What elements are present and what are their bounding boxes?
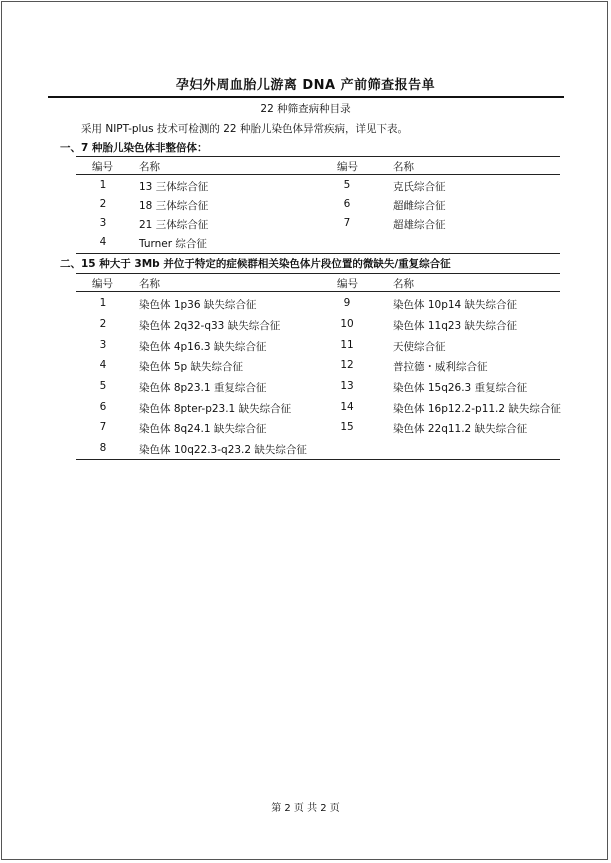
s2-right-name: 天使综合征 xyxy=(393,341,446,353)
section-1-header-name-right: 名称 xyxy=(393,161,414,173)
s1-left-num: 4 xyxy=(99,236,107,248)
s1-right-num: 5 xyxy=(343,179,351,191)
s2-left-num: 4 xyxy=(99,359,107,371)
s1-left-name: Turner 综合征 xyxy=(139,238,207,250)
s2-left-name: 染色体 1p36 缺失综合征 xyxy=(139,299,257,311)
section-1-heading: 一、7 种胎儿染色体非整倍体： xyxy=(60,142,208,154)
page-footer: 第 2 页 共 2 页 xyxy=(271,803,340,814)
section-1-header-num-right: 编号 xyxy=(337,161,358,173)
s2-right-name: 染色体 15q26.3 重复综合征 xyxy=(393,382,528,394)
s1-right-num: 7 xyxy=(343,217,351,229)
s2-left-num: 2 xyxy=(99,318,107,330)
s2-left-name: 染色体 5p 缺失综合征 xyxy=(139,361,244,373)
s2-left-num: 7 xyxy=(99,421,107,433)
s2-left-name: 染色体 10q22.3-q23.2 缺失综合征 xyxy=(139,444,307,456)
section-2-heading: 二、15 种大于 3Mb 并位于特定的症候群相关染色体片段位置的微缺失/重复综合征 xyxy=(60,258,451,270)
section-2-header-rule xyxy=(76,291,560,292)
section-1-header-rule xyxy=(76,174,560,175)
section-2-table-bottom-rule xyxy=(76,459,560,460)
section-1-header-name-left: 名称 xyxy=(139,161,160,173)
s1-left-num: 1 xyxy=(99,179,107,191)
s2-left-num: 3 xyxy=(99,339,107,351)
s2-left-num: 8 xyxy=(99,442,107,454)
s1-right-num: 6 xyxy=(343,198,351,210)
section-1-header-num-left: 编号 xyxy=(92,161,113,173)
section-2-header-name-left: 名称 xyxy=(139,278,160,290)
catalog-subtitle: 22 种筛查病种目录 xyxy=(260,103,351,115)
s2-left-name: 染色体 8p23.1 重复综合征 xyxy=(139,382,267,394)
s1-left-num: 2 xyxy=(99,198,107,210)
section-2-header-num-left: 编号 xyxy=(92,278,113,290)
s1-right-name: 克氏综合征 xyxy=(393,181,446,193)
s1-left-num: 3 xyxy=(99,217,107,229)
s1-right-name: 超雄综合征 xyxy=(393,219,446,231)
s2-left-name: 染色体 8pter-p23.1 缺失综合征 xyxy=(139,403,292,415)
s2-right-num: 14 xyxy=(340,401,354,413)
s1-right-name: 超雌综合征 xyxy=(393,200,446,212)
s2-left-num: 1 xyxy=(99,297,107,309)
intro-text: 采用 NIPT-plus 技术可检测的 22 种胎儿染色体异常疾病，详见下表。 xyxy=(81,123,408,135)
s2-right-name: 染色体 16p12.2-p11.2 缺失综合征 xyxy=(393,403,561,415)
section-2-table-top-rule xyxy=(76,273,560,274)
s2-right-num: 11 xyxy=(340,339,354,351)
section-1-table-top-rule xyxy=(76,156,560,157)
s2-right-name: 染色体 10p14 缺失综合征 xyxy=(393,299,518,311)
s2-right-num: 10 xyxy=(340,318,354,330)
s2-right-num: 9 xyxy=(343,297,351,309)
s2-right-name: 染色体 22q11.2 缺失综合征 xyxy=(393,423,528,435)
report-title: 孕妇外周血胎儿游离 DNA 产前筛查报告单 xyxy=(175,78,436,93)
s1-left-name: 18 三体综合征 xyxy=(139,200,209,212)
s1-left-name: 21 三体综合征 xyxy=(139,219,209,231)
s2-left-num: 5 xyxy=(99,380,107,392)
s1-left-name: 13 三体综合征 xyxy=(139,181,209,193)
section-1-table-bottom-rule xyxy=(76,253,560,254)
s2-right-num: 13 xyxy=(340,380,354,392)
s2-left-num: 6 xyxy=(99,401,107,413)
section-2-header-num-right: 编号 xyxy=(337,278,358,290)
s2-right-name: 普拉德・威利综合征 xyxy=(393,361,488,373)
s2-right-num: 12 xyxy=(340,359,354,371)
s2-left-name: 染色体 4p16.3 缺失综合征 xyxy=(139,341,267,353)
section-2-header-name-right: 名称 xyxy=(393,278,414,290)
s2-right-name: 染色体 11q23 缺失综合征 xyxy=(393,320,518,332)
title-divider xyxy=(48,96,564,98)
s2-left-name: 染色体 8q24.1 缺失综合征 xyxy=(139,423,267,435)
s2-left-name: 染色体 2q32-q33 缺失综合征 xyxy=(139,320,281,332)
s2-right-num: 15 xyxy=(340,421,354,433)
